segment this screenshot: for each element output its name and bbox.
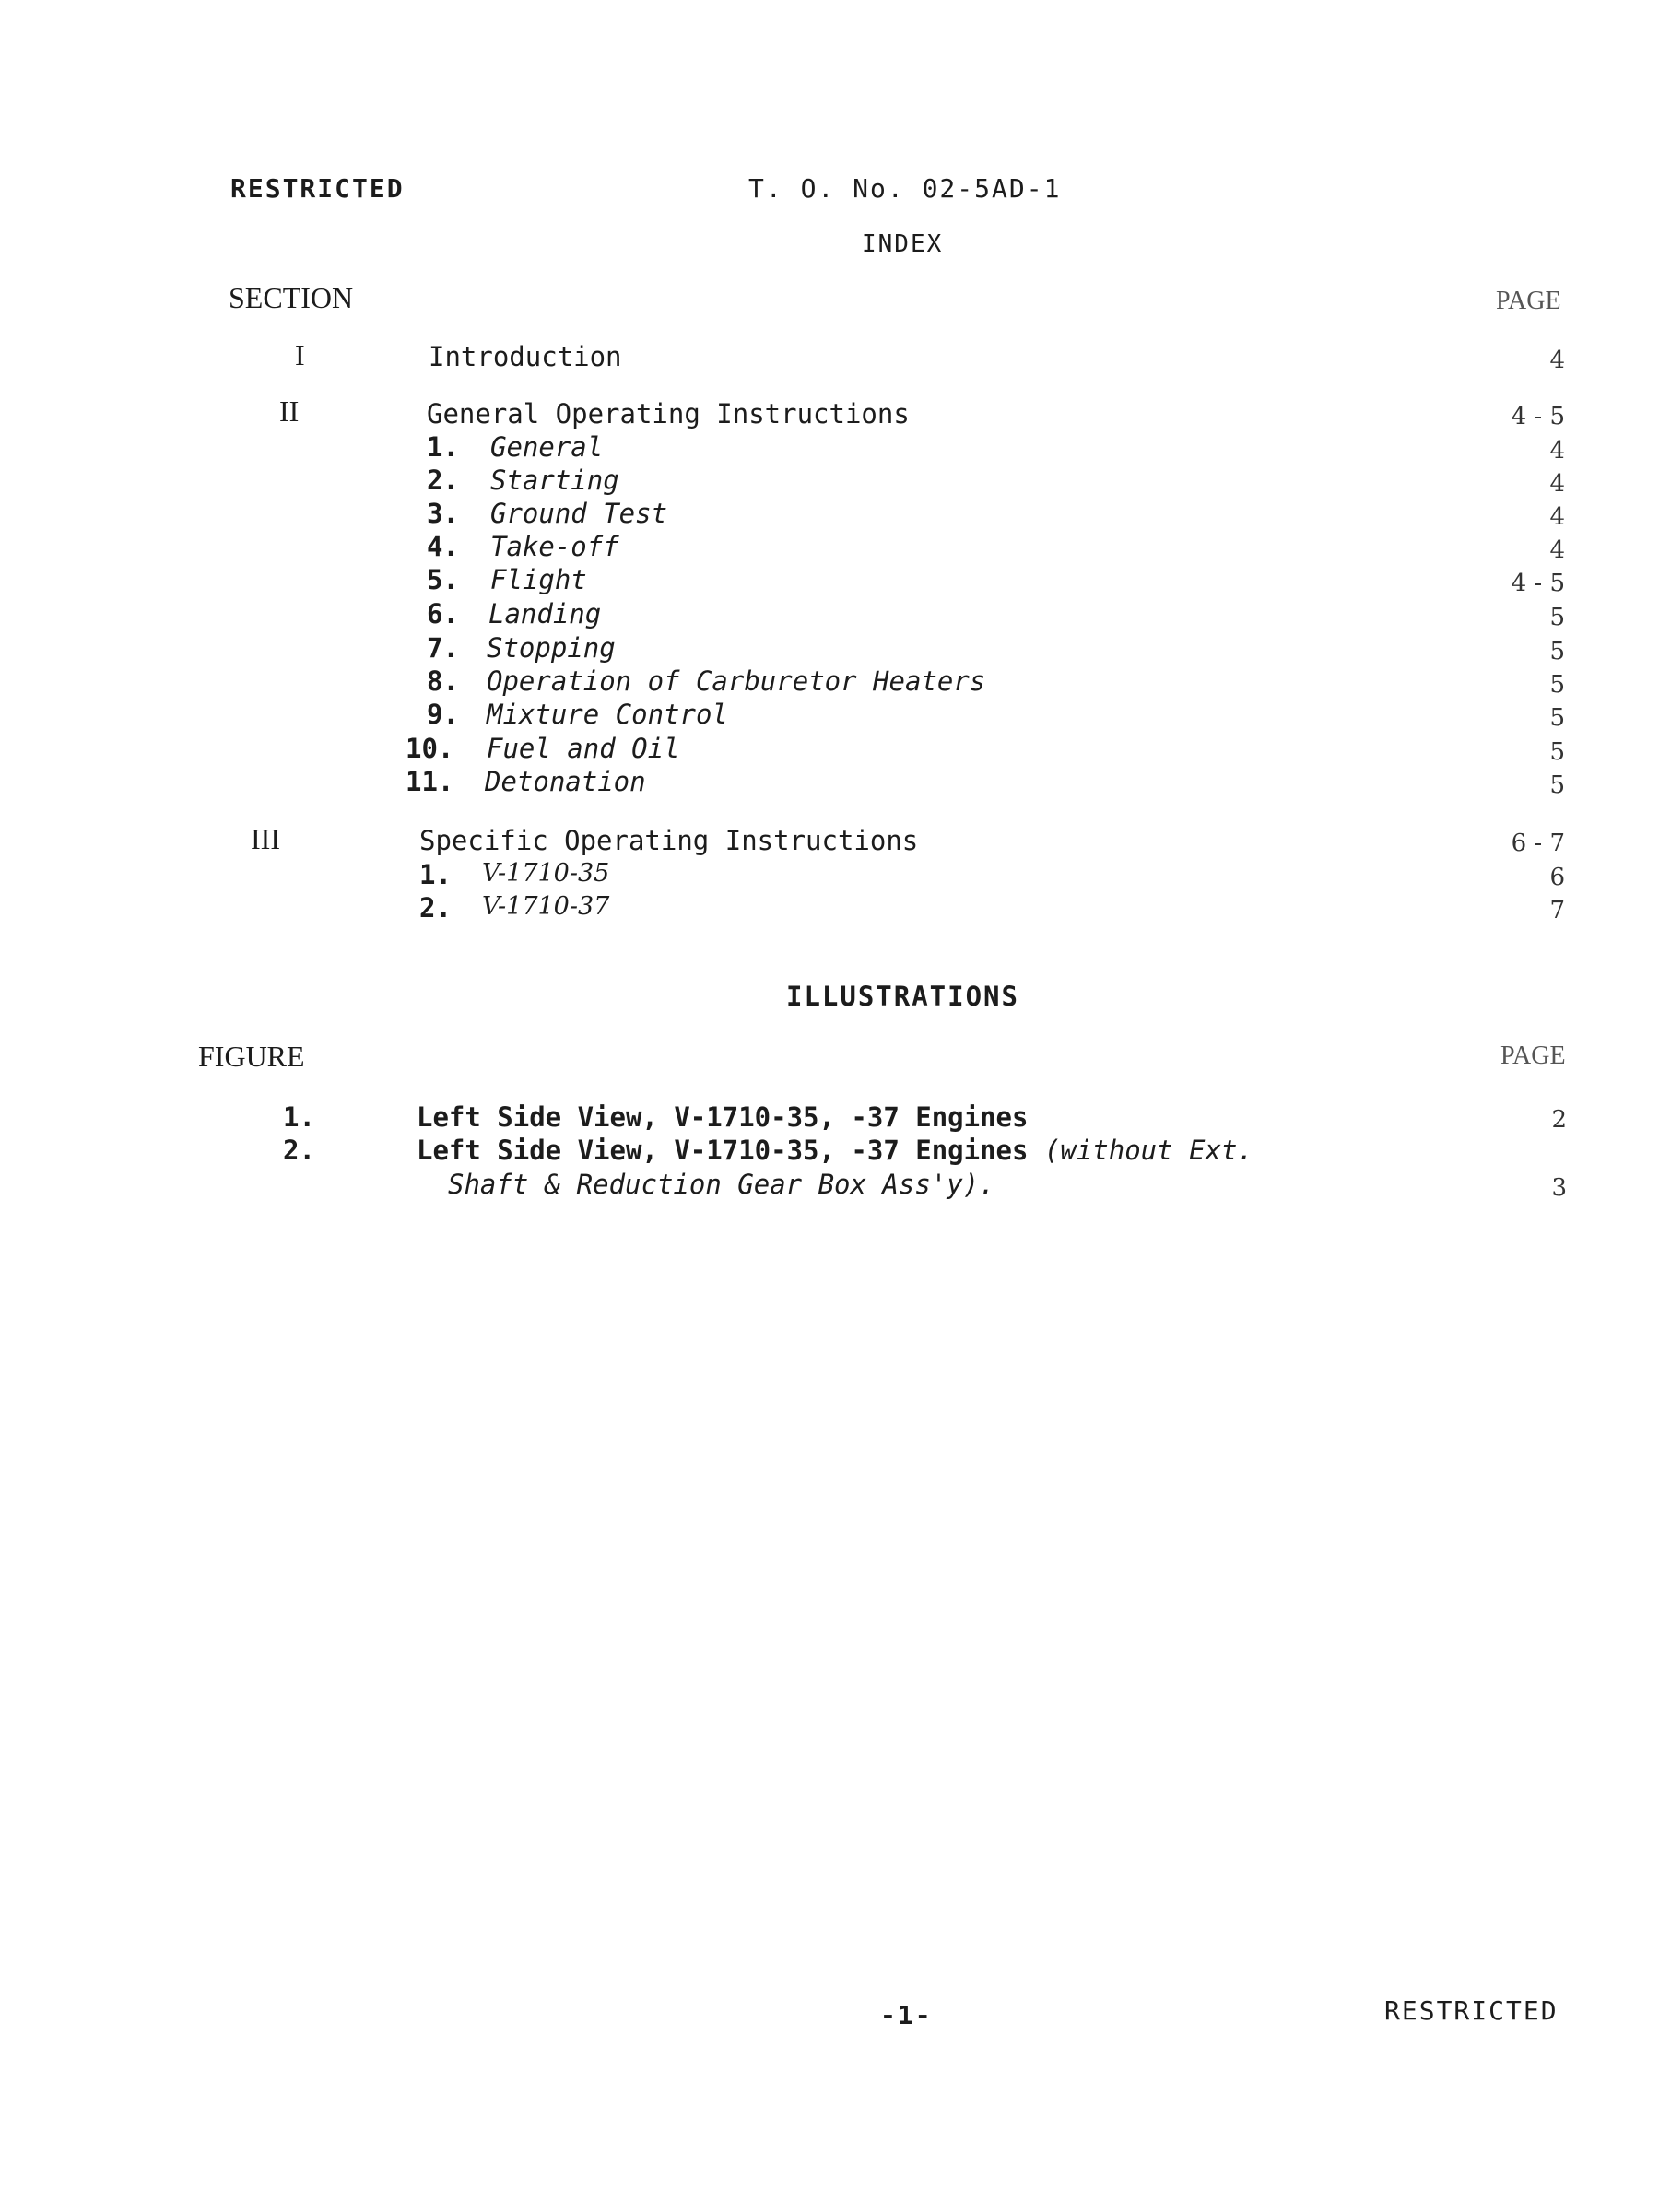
item-title: Operation of Carburetor Heaters <box>487 665 986 697</box>
section-title: General Operating Instructions <box>427 398 910 429</box>
illustrations-title: ILLUSTRATIONS <box>786 981 1019 1012</box>
section-column-label: SECTION <box>229 281 354 314</box>
item-number: 10. <box>406 733 454 764</box>
page-number: -1- <box>880 2000 933 2030</box>
item-number: 3. <box>427 498 459 529</box>
figure-page: 3 <box>1551 1174 1567 1202</box>
item-page: 4 <box>1549 470 1565 498</box>
item-page: 4 <box>1549 437 1565 465</box>
item-title: Take-off <box>490 531 619 562</box>
item-title: Fuel and Oil <box>487 733 680 764</box>
item-number: 9. <box>427 699 459 730</box>
figure-title: Left Side View, V-1710-35, -37 Engines <box>417 1101 1029 1133</box>
item-title: Flight <box>490 564 587 595</box>
classification-header: RESTRICTED <box>230 173 405 204</box>
item-title: General <box>490 431 604 463</box>
item-title: Starting <box>490 465 619 496</box>
item-title: Landing <box>488 598 602 629</box>
item-page: 5 <box>1549 771 1565 799</box>
figure-page: 2 <box>1551 1106 1567 1134</box>
section-roman-numeral: I <box>295 338 305 371</box>
item-page: 6 <box>1549 864 1565 891</box>
item-page-range: 4 - 5 <box>1511 570 1565 597</box>
section-roman-numeral: II <box>279 394 300 428</box>
index-title: INDEX <box>862 230 944 258</box>
item-number: 4. <box>427 531 459 562</box>
item-page: 4 <box>1549 536 1565 564</box>
item-number: 8. <box>427 665 459 697</box>
item-title: Detonation <box>485 766 646 797</box>
item-number: 5. <box>427 564 459 595</box>
item-number: 11. <box>406 766 454 797</box>
item-page: 7 <box>1549 897 1565 924</box>
classification-footer: RESTRICTED <box>1384 1995 1559 2026</box>
page-column-label: PAGE <box>1496 287 1561 315</box>
item-number: 2. <box>427 465 459 496</box>
figure-title-line <box>417 1135 1253 1166</box>
section-title: Specific Operating Instructions <box>419 825 919 856</box>
section-title: Introduction <box>429 341 622 372</box>
figure-title-continuation: Shaft & Reduction Gear Box Ass'y). <box>448 1169 995 1200</box>
item-title: Stopping <box>487 632 616 664</box>
item-title: V-1710-35 <box>482 859 610 888</box>
item-title: V-1710-37 <box>482 892 610 921</box>
page-column-label: PAGE <box>1500 1041 1566 1070</box>
item-number: 1. <box>427 431 459 463</box>
item-page: 5 <box>1549 671 1565 699</box>
section-roman-numeral: III <box>251 822 280 855</box>
item-number: 1. <box>419 859 452 890</box>
item-number: 7. <box>427 632 459 664</box>
item-page: 5 <box>1549 604 1565 631</box>
figure-number: 2. <box>283 1135 315 1166</box>
item-title: Mixture Control <box>487 699 728 730</box>
item-page: 5 <box>1549 704 1565 732</box>
figure-title: Left Side View, V-1710-35, -37 Engines <box>417 1135 1044 1166</box>
section-page-range: 6 - 7 <box>1511 830 1565 857</box>
item-number: 6. <box>427 598 459 629</box>
item-page: 5 <box>1549 638 1565 665</box>
section-page-range: 4 - 5 <box>1511 403 1565 430</box>
technical-order-number: T. O. No. 02-5AD-1 <box>748 173 1062 204</box>
item-page: 4 <box>1549 503 1565 531</box>
item-number: 2. <box>419 892 452 924</box>
item-title: Ground Test <box>490 498 668 529</box>
figure-title-italic: (without Ext. <box>1043 1135 1253 1166</box>
item-page: 5 <box>1549 738 1565 766</box>
section-page: 4 <box>1549 347 1565 374</box>
figure-number: 1. <box>283 1101 315 1133</box>
figure-column-label: FIGURE <box>198 1040 305 1073</box>
